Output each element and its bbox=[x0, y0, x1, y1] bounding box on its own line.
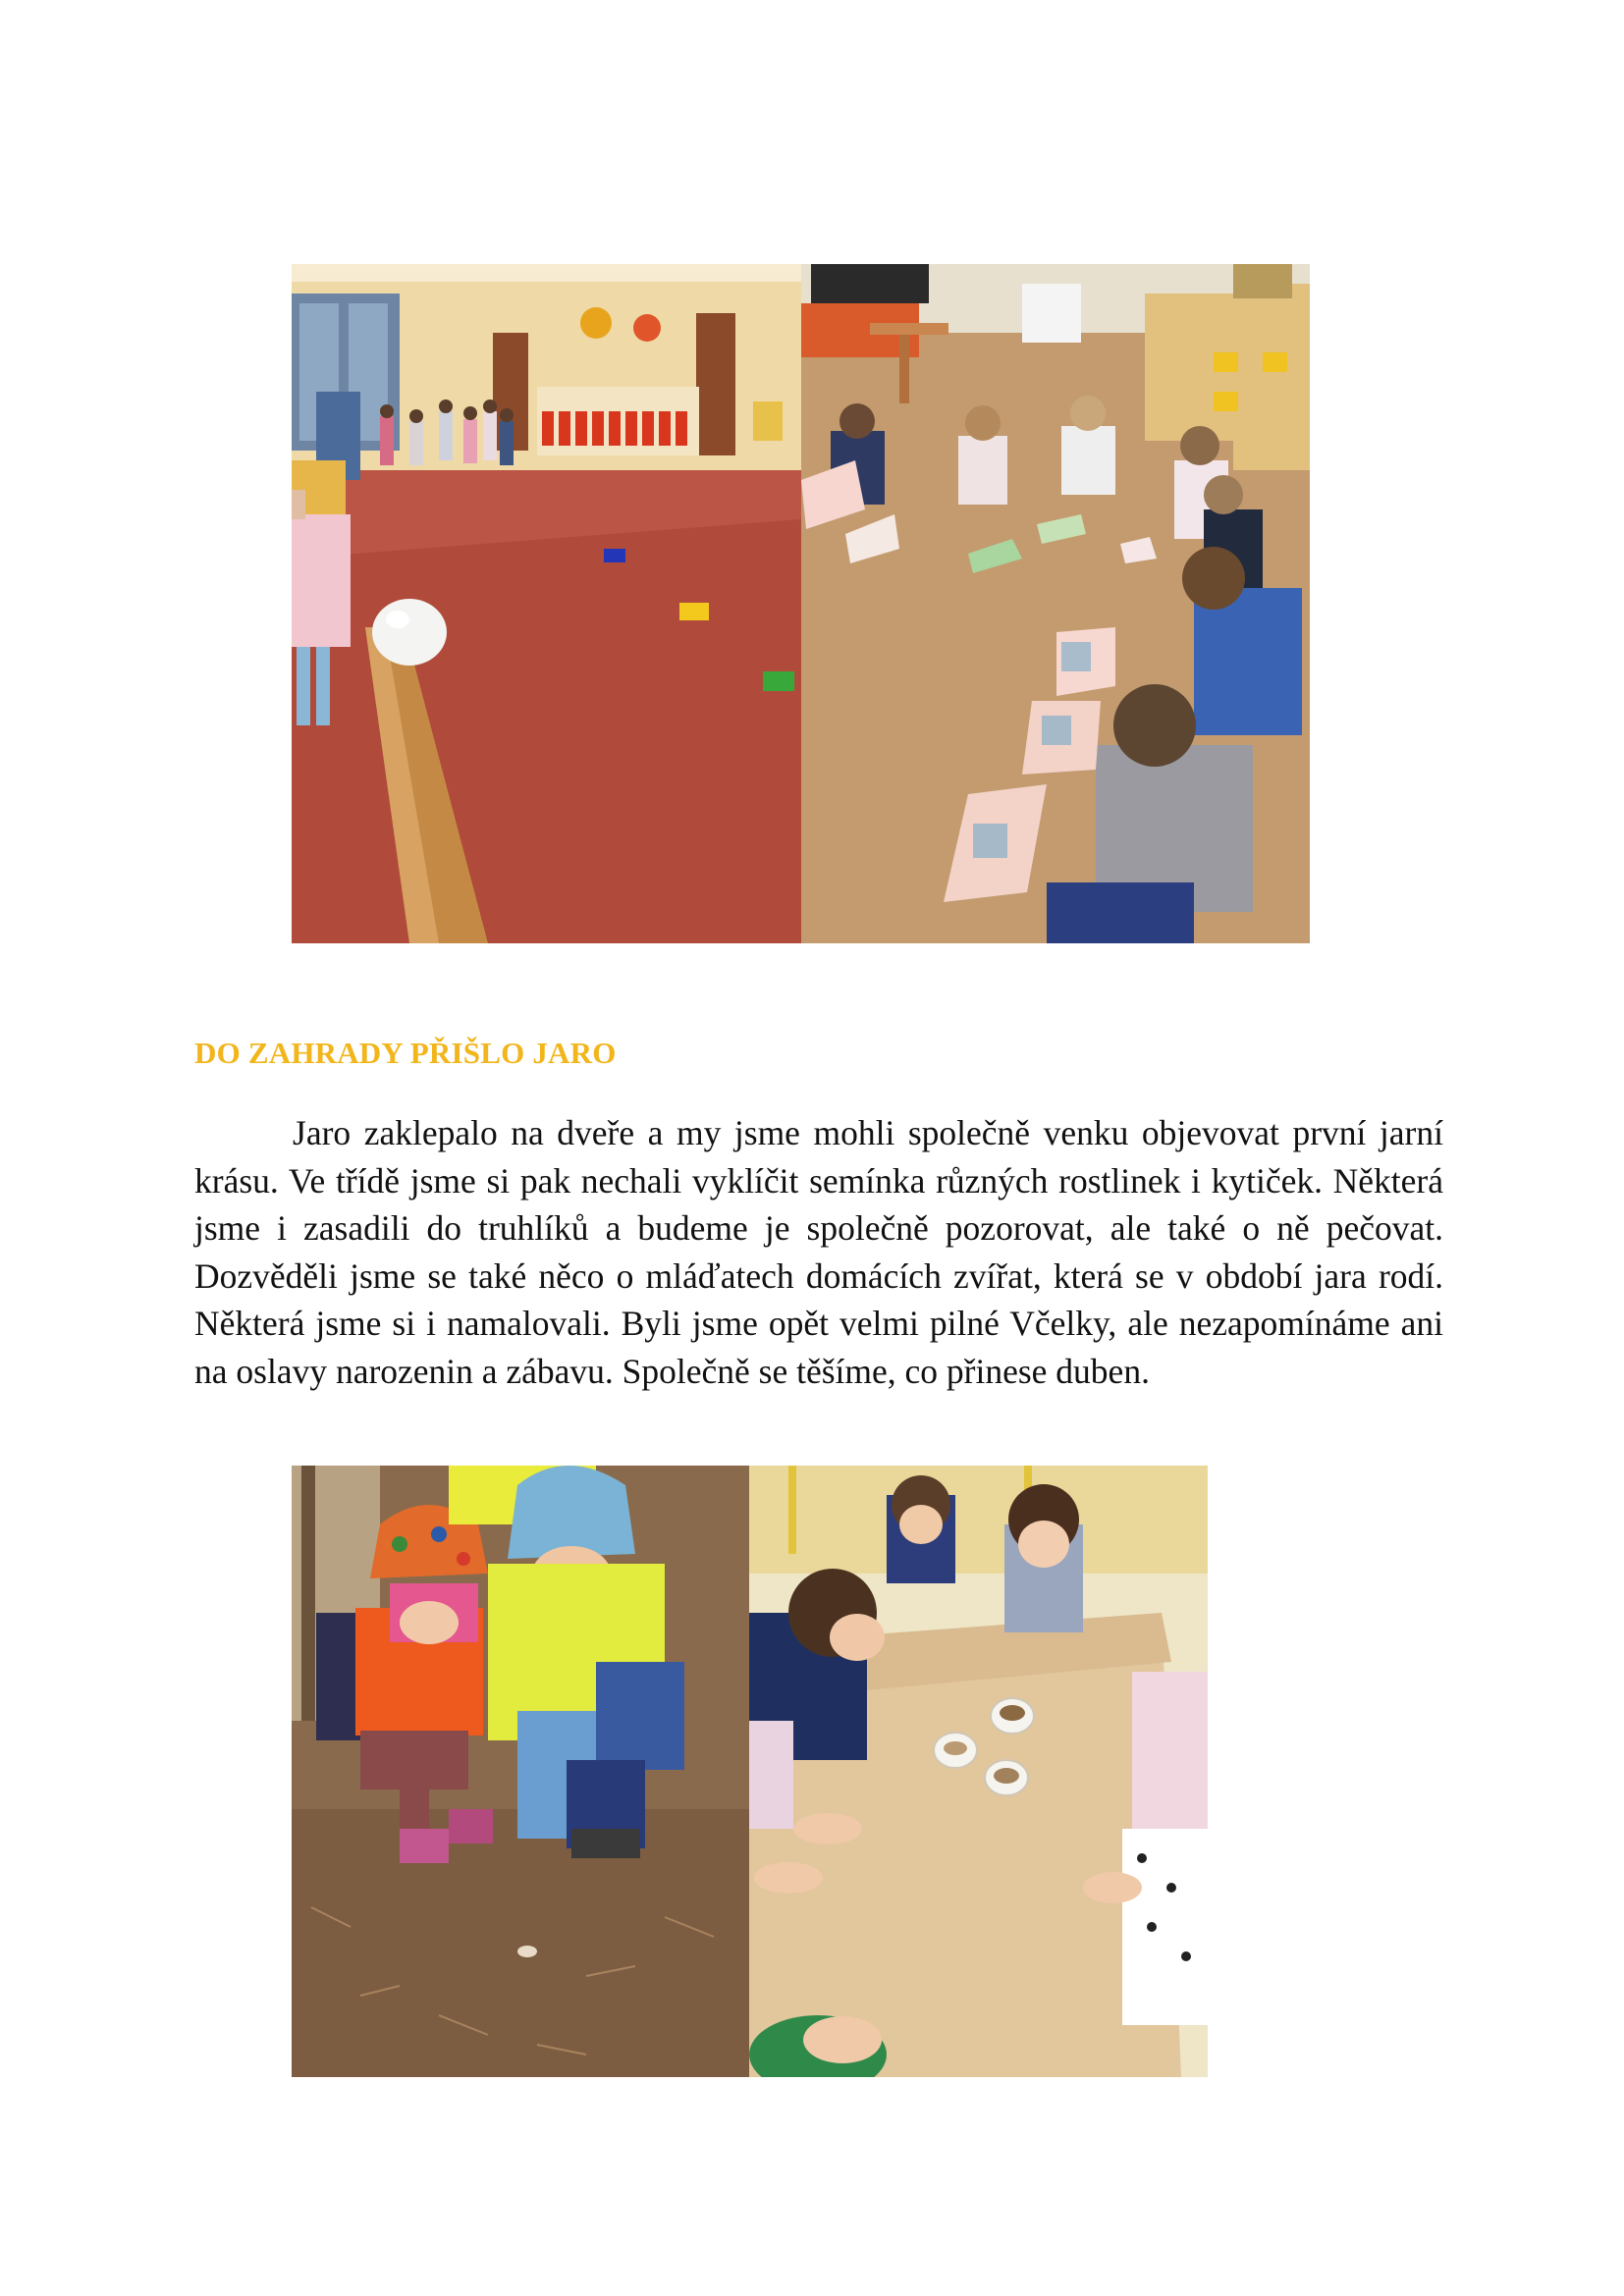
article-body: Jaro zaklepalo na dveře a my jsme mohli společně venku objevovat první jarní krásu. Ve třídě jsme si pak nechali vyklíčit semínka různých rostlinek i kytiček. Některá jsme i zasadili do truhlíků a budeme je společně pozorovat, ale také o ně pečovat. Dozvěděli jsme se také něco o mláďatech domácích zvířat, která se v období jara rodí. Některá jsme si i namalovali. Byli jsme opět velmi pilné Včelky, ale nezapomínáme ani na oslavy narozenin a zábavu. Společně se těšíme, co přinese duben. bbox=[194, 1113, 1443, 1391]
photo-children-table-seeds bbox=[749, 1466, 1208, 2077]
photo-gym-balloon bbox=[292, 264, 801, 943]
section-heading: DO ZAHRADY PŘIŠLO JARO bbox=[194, 1036, 617, 1070]
photo-children-garden bbox=[292, 1466, 749, 2077]
photo-children-carpet-worksheets bbox=[801, 264, 1310, 943]
